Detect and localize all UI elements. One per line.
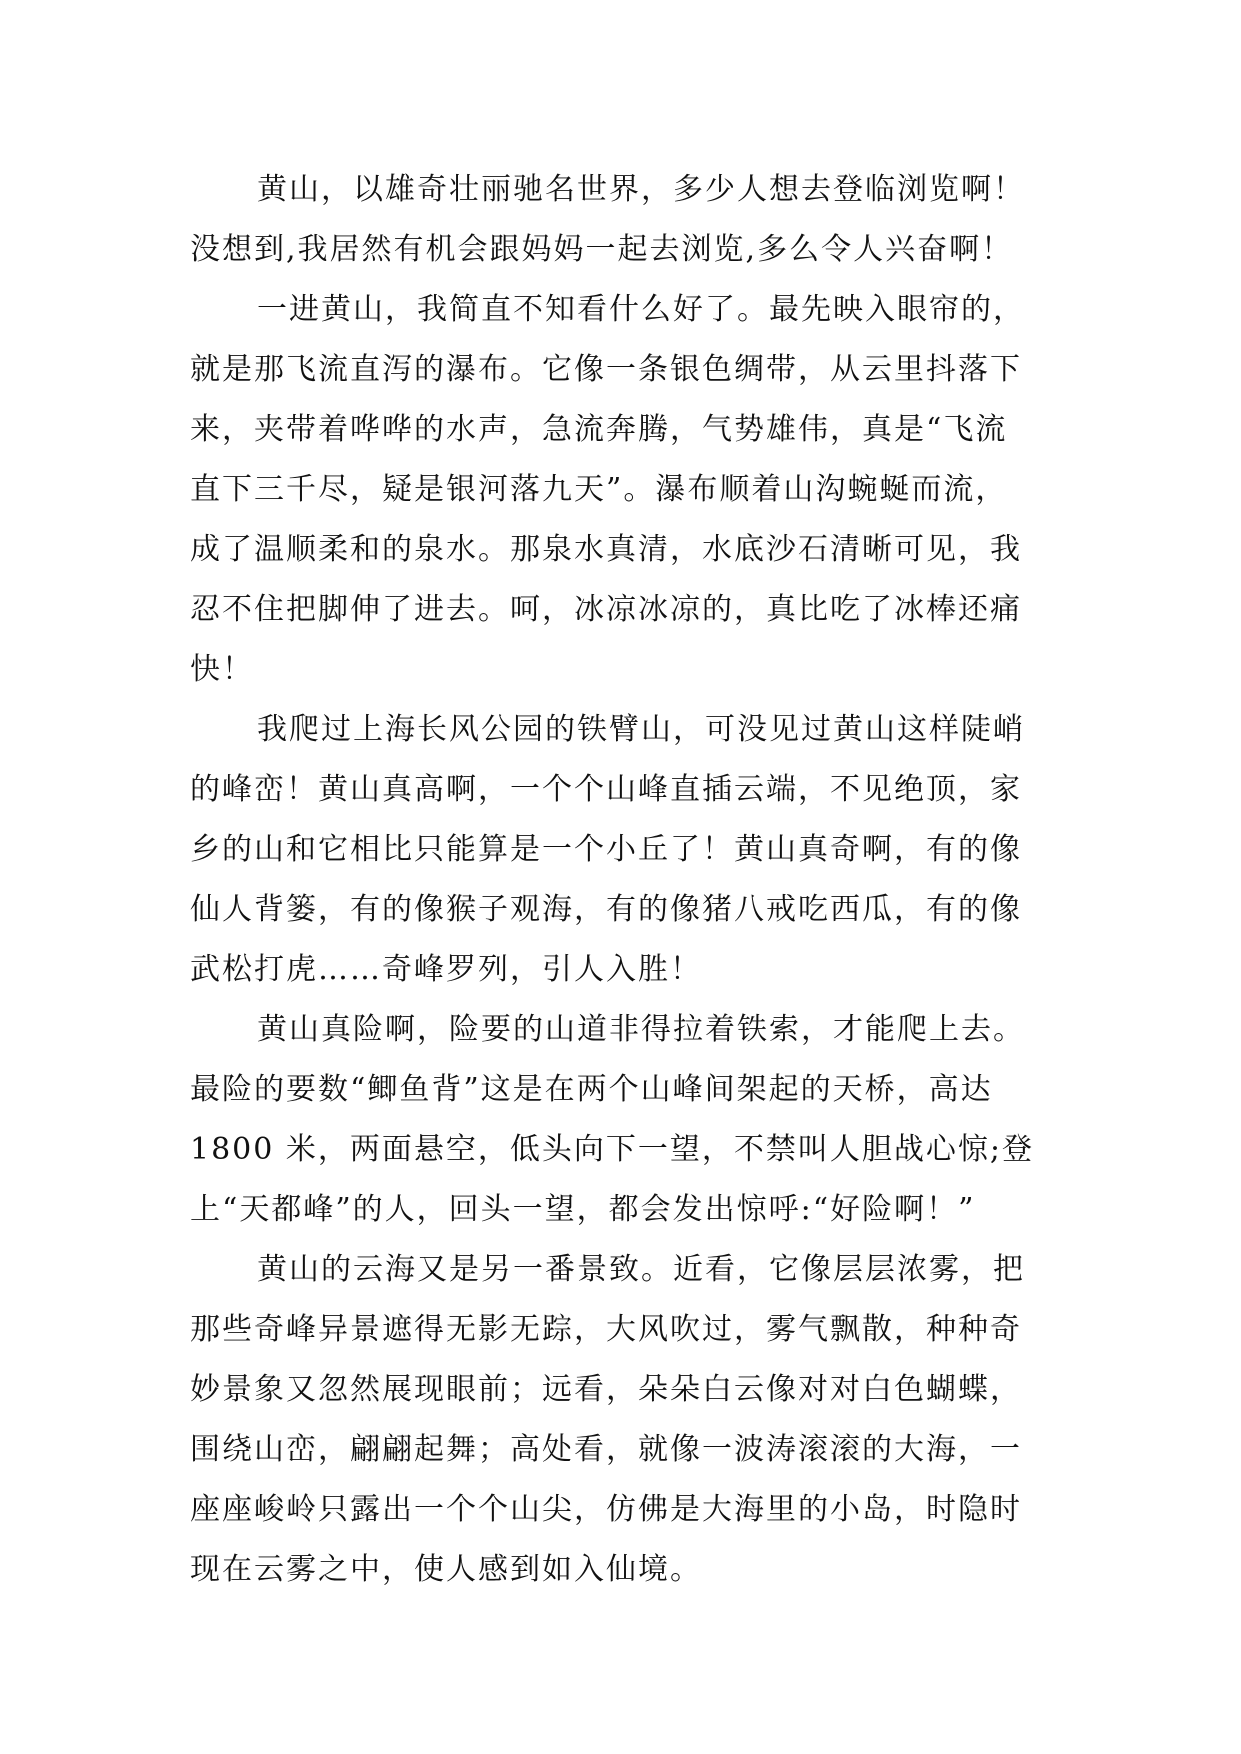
text-line: 的峰峦！黄山真高啊，一个个山峰直插云端，不见绝顶，家 <box>190 772 1022 807</box>
text-line: 成了温顺柔和的泉水。那泉水真清，水底沙石清晰可见，我 <box>190 532 1022 567</box>
text-line: 乡的山和它相比只能算是一个小丘了！黄山真奇啊，有的像 <box>190 832 1022 867</box>
text-line: 快！ <box>190 652 254 687</box>
text-line: 最险的要数“鲫鱼背”这是在两个山峰间架起的天桥，高达 <box>190 1072 993 1107</box>
text-line: 黄山真险啊，险要的山道非得拉着铁索，才能爬上去。 <box>257 1012 1025 1047</box>
text-line: 就是那飞流直泻的瀑布。它像一条银色绸带，从云里抖落下 <box>190 352 1022 387</box>
paragraph-5 <box>190 1240 1070 1600</box>
paragraph-2 <box>190 280 1070 700</box>
text-line: 一进黄山，我简直不知看什么好了。最先映入眼帘的， <box>257 292 1025 327</box>
paragraph-3 <box>190 700 1070 1000</box>
text-line: 来，夹带着哗哗的水声，急流奔腾，气势雄伟，真是“飞流 <box>190 412 1008 447</box>
text-line: 围绕山峦，翩翩起舞；高处看，就像一波涛滚滚的大海，一 <box>190 1432 1022 1467</box>
text-line: 上“天都峰”的人，回头一望，都会发出惊呼:“好险啊！” <box>190 1192 976 1227</box>
paragraph-1 <box>190 160 1070 280</box>
text-line: 仙人背篓，有的像猴子观海，有的像猪八戒吃西瓜，有的像 <box>190 892 1022 927</box>
text-line: 直下三千尽，疑是银河落九天”。瀑布顺着山沟蜿蜒而流， <box>190 472 1008 507</box>
text-line: 武松打虎……奇峰罗列，引人入胜！ <box>190 952 702 987</box>
text-line: 没想到,我居然有机会跟妈妈一起去浏览,多么令人兴奋啊！ <box>190 232 1014 267</box>
text-line: 现在云雾之中，使人感到如入仙境。 <box>190 1552 702 1587</box>
text-line: 妙景象又忽然展现眼前；远看，朵朵白云像对对白色蝴蝶， <box>190 1372 1022 1407</box>
text-line: 黄山的云海又是另一番景致。近看，它像层层浓雾，把 <box>257 1252 1025 1287</box>
essay-body <box>190 160 1070 1600</box>
paragraph-4 <box>190 1000 1070 1240</box>
text-line: 忍不住把脚伸了进去。呵，冰凉冰凉的，真比吃了冰棒还痛 <box>190 592 1022 627</box>
text-line: 座座峻岭只露出一个个山尖，仿佛是大海里的小岛，时隐时 <box>190 1492 1022 1527</box>
text-line: 那些奇峰异景遮得无影无踪，大风吹过，雾气飘散，种种奇 <box>190 1312 1022 1347</box>
text-line: 黄山，以雄奇壮丽驰名世界，多少人想去登临浏览啊！ <box>257 172 1025 207</box>
text-line: 我爬过上海长风公园的铁臂山，可没见过黄山这样陡峭 <box>257 712 1025 747</box>
text-line: 1800 米，两面悬空，低头向下一望，不禁叫人胆战心惊;登 <box>190 1132 1034 1167</box>
